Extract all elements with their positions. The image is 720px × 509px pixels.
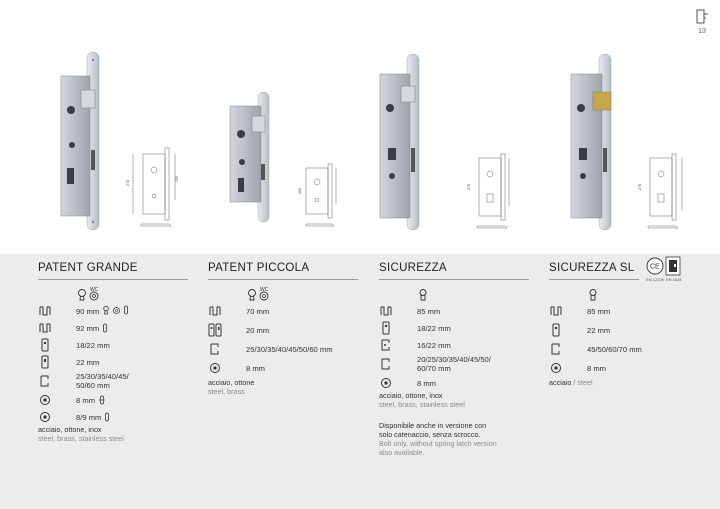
- materials-it: acciaio, ottone: [208, 378, 255, 387]
- patent-grande-drawing: [127, 140, 182, 232]
- spec-value: 8 mm: [417, 378, 436, 388]
- wc-label: WC: [90, 287, 99, 293]
- thumbturn-icon: [104, 412, 110, 422]
- materials-en: steel, brass: [208, 387, 245, 396]
- svg-text:CE: CE: [650, 263, 660, 271]
- backset-depth-icon: [379, 338, 393, 352]
- product-title: SICUREZZA: [379, 262, 529, 280]
- spec-row: [208, 342, 358, 356]
- product-column-sicurezza: [379, 262, 529, 457]
- spec-value: 22 mm: [587, 325, 611, 335]
- dim-label: 206: [298, 188, 302, 194]
- materials-en: steel, brass, stainless steel: [38, 434, 124, 443]
- spec-value: 85 mm: [587, 306, 611, 316]
- version-note-en: Bolt only, without spring latch version also available.: [379, 439, 497, 457]
- spec-row: [38, 372, 188, 390]
- product-column-patent-grande: [38, 262, 188, 443]
- patent-piccola-drawing: [296, 160, 341, 232]
- backset-depth-icon: [549, 342, 563, 356]
- faceplate-icon: [208, 323, 222, 337]
- spec-row: [208, 361, 358, 375]
- spec-value: 20 mm: [246, 325, 270, 335]
- ce-certification-icon: [644, 255, 688, 277]
- spindle-icon: [38, 393, 52, 407]
- spindle-icon: [549, 361, 563, 375]
- backset-depth-icon: [379, 357, 393, 371]
- cert-label: EN 1634: [666, 277, 682, 282]
- materials-en: steel: [577, 378, 593, 387]
- cert-label: EN 12209: [646, 277, 664, 282]
- keyhole-icon: [246, 288, 258, 302]
- version-note-it: Disponibile anche in versione con solo catenaccio, senza scrocco.: [379, 421, 487, 439]
- faceplate-icon: [379, 321, 393, 335]
- header-icons: [587, 287, 699, 303]
- spec-row: [549, 361, 699, 375]
- sicurezza-drawing: [465, 150, 515, 232]
- wc-turn-icon: [112, 305, 121, 315]
- header-icons: [76, 287, 188, 303]
- header-icons: [417, 287, 529, 303]
- spec-value: 25/30/35/40/45/50/60 mm: [246, 344, 333, 354]
- spec-value: 8/9 mm: [76, 412, 102, 422]
- spec-value: 8 mm: [76, 395, 95, 405]
- backset-icon: [549, 304, 563, 318]
- thumbturn-icon: [123, 305, 129, 315]
- spec-row: [549, 342, 699, 356]
- materials-en: steel, brass, stainless steel: [379, 400, 465, 409]
- spec-row: [379, 338, 529, 352]
- product-title: PATENT PICCOLA: [208, 262, 358, 280]
- spec-value: 45/50/60/70 mm: [587, 344, 642, 354]
- backset-depth-icon: [208, 342, 222, 356]
- faceplate-icon: [38, 355, 52, 369]
- spec-value: 18/22 mm: [76, 340, 110, 350]
- spindle-icon: [38, 410, 52, 424]
- patent-piccola-photo: [224, 90, 274, 224]
- spec-value: 20/25/30/35/40/45/50/ 60/70 mm: [417, 355, 491, 373]
- spec-value: 16/22 mm: [417, 340, 451, 350]
- materials-it: acciaio, ottone, inox: [38, 425, 102, 434]
- spec-row: [208, 323, 358, 337]
- spec-row: [208, 304, 358, 318]
- sicurezza-photo: [375, 52, 425, 232]
- spec-row: [38, 410, 188, 424]
- keyhole-icon: [76, 288, 88, 302]
- faceplate-icon: [38, 338, 52, 352]
- spec-value: 8 mm: [246, 363, 265, 373]
- dim-label: 153: [175, 176, 179, 182]
- thumbturn-icon: [98, 395, 106, 405]
- header-icons: [246, 287, 358, 303]
- spec-value: 25/30/35/40/45/ 50/60 mm: [76, 372, 129, 390]
- spec-row: [549, 323, 699, 337]
- dim-label: 278: [638, 184, 642, 190]
- spindle-icon: [379, 376, 393, 390]
- thumbturn-icon: [102, 323, 108, 333]
- backset-icon: [38, 321, 52, 335]
- spec-row: [379, 355, 529, 373]
- cylinder-icon: [417, 288, 429, 302]
- spec-value: 90 mm: [76, 306, 100, 316]
- spindle-icon: [208, 361, 222, 375]
- backset-icon: [38, 304, 52, 318]
- backset-icon: [208, 304, 222, 318]
- spec-value: 70 mm: [246, 306, 270, 316]
- keyhole-icon: [102, 305, 110, 315]
- certification-badges: [644, 255, 688, 282]
- spec-row: [38, 393, 188, 407]
- patent-grande-photo: [55, 50, 105, 232]
- spec-row: [38, 321, 188, 335]
- product-title: SICUREZZA SL: [549, 262, 639, 280]
- dim-label: 278: [126, 180, 130, 186]
- dim-label: 278: [467, 184, 471, 190]
- faceplate-icon: [549, 323, 563, 337]
- wc-keyhole-thumbturn-icons: [102, 305, 129, 317]
- door-lock-icon: [694, 8, 710, 26]
- spec-value: 8 mm: [587, 363, 606, 373]
- materials-sep: /: [571, 378, 578, 387]
- spec-value: 85 mm: [417, 306, 441, 316]
- spec-row: [38, 304, 188, 318]
- sicurezza-sl-drawing: [636, 150, 688, 232]
- spec-value: 18/22 mm: [417, 323, 451, 333]
- product-image-area: [0, 0, 720, 254]
- materials-it: acciaio: [549, 378, 572, 387]
- spec-row: [549, 304, 699, 318]
- sicurezza-sl-photo: [566, 52, 618, 232]
- spec-value: 22 mm: [76, 357, 100, 367]
- backset-icon: [379, 304, 393, 318]
- materials-it: acciaio, ottone, inox: [379, 391, 443, 400]
- page-number: 13: [698, 28, 706, 35]
- spec-row: [379, 321, 529, 335]
- spec-row: [379, 376, 529, 390]
- product-title: PATENT GRANDE: [38, 262, 188, 280]
- wc-label: WC: [260, 287, 269, 293]
- spec-row: [38, 338, 188, 352]
- spec-value: 92 mm: [76, 323, 100, 333]
- backset-depth-icon: [38, 374, 52, 388]
- spec-row: [379, 304, 529, 318]
- cylinder-icon: [587, 288, 599, 302]
- materials-line: [549, 378, 699, 387]
- spec-row: [38, 355, 188, 369]
- product-column-patent-piccola: [208, 262, 358, 396]
